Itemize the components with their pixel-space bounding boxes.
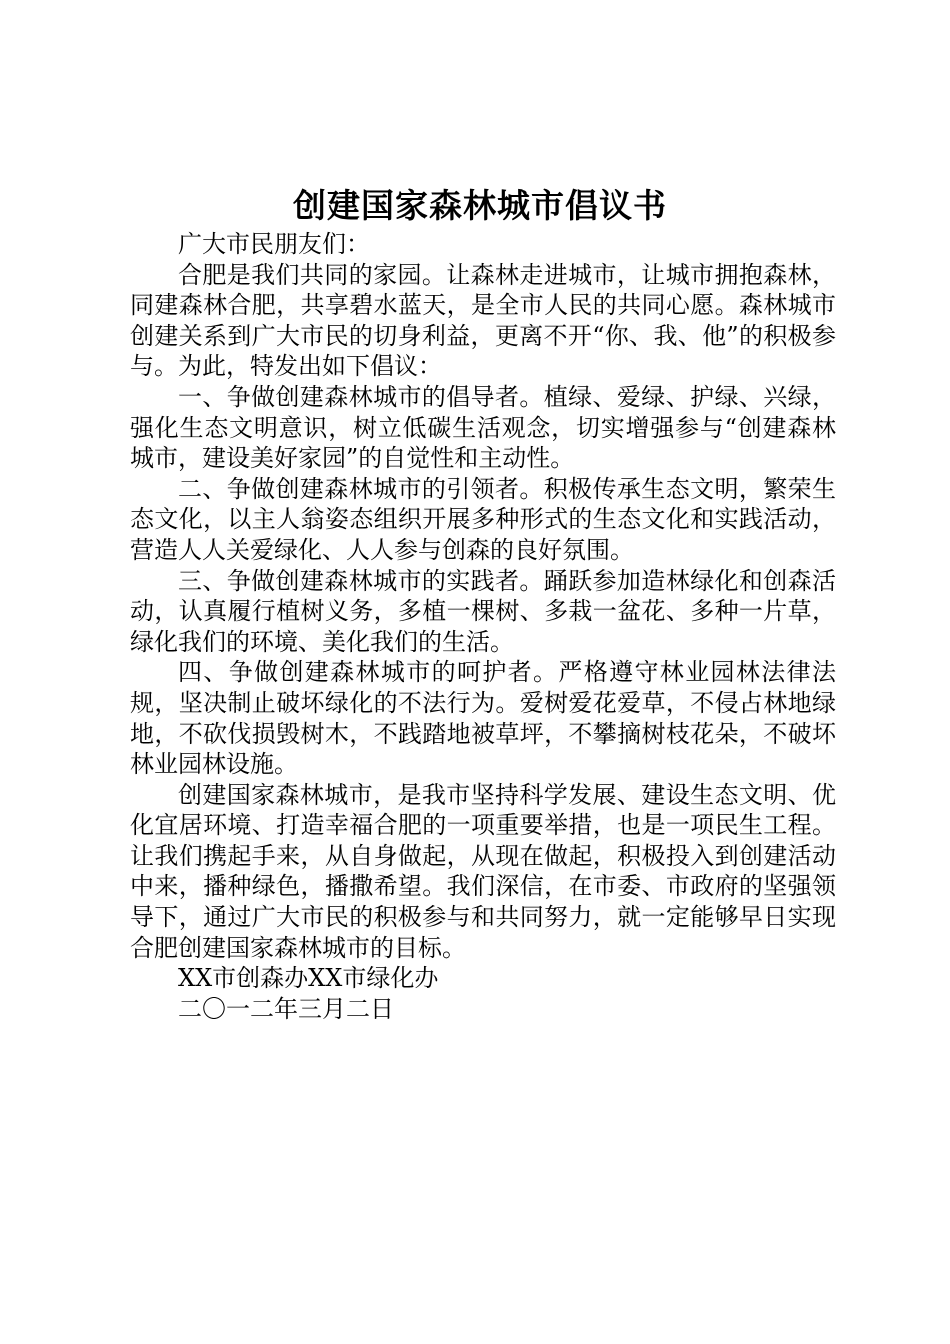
paragraph-proposal-4: 四、争做创建森林城市的呵护者。严格遵守林业园林法律法规，坚决制止破坏绿化的不法行为。爱树爱花爱草，不侵占林地绿地，不砍伐损毁树木，不践踏地被草坪，不攀摘树枝花朵，不破坏林业园林设施。 (130, 658, 836, 779)
document-title: 创建国家森林城市倡议书 (293, 186, 667, 225)
paragraph-proposal-3: 三、争做创建森林城市的实践者。踊跃参加造林绿化和创森活动，认真履行植树义务，多植一棵树、多栽一盆花、多种一片草，绿化我们的环境、美化我们的生活。 (130, 566, 836, 656)
paragraph-proposal-2: 二、争做创建森林城市的引领者。积极传承生态文明，繁荣生态文化，以主人翁姿态组织开展多种形式的生态文化和实践活动，营造人人关爱绿化、人人参与创森的良好氛围。 (130, 474, 836, 564)
paragraph-proposal-1: 一、争做创建森林城市的倡导者。植绿、爱绿、护绿、兴绿，强化生态文明意识，树立低碳生活观念，切实增强参与“创建森林城市，建设美好家园”的自觉性和主动性。 (130, 382, 836, 473)
date: 二〇一二年三月二日 (178, 994, 394, 1023)
signature: XX市创森办XX市绿化办 (178, 964, 439, 993)
salutation: 广大市民朋友们： (178, 230, 370, 258)
document-body (130, 229, 836, 1024)
paragraph-intro: 合肥是我们共同的家园。让森林走进城市，让城市拥抱森林，同建森林合肥，共享碧水蓝天，是全市人民的共同心愿。森林城市创建关系到广大市民的切身利益，更离不开“你、我、他”的积极参与。为此，特发出如下倡议： (130, 260, 836, 381)
paragraph-conclusion: 创建国家森林城市，是我市坚持科学发展、建设生态文明、优化宜居环境、打造幸福合肥的一项重要举措，也是一项民生工程。让我们携起手来，从自身做起，从现在做起，积极投入到创建活动中来，播种绿色，播撒希望。我们深信，在市委、市政府的坚强领导下，通过广大市民的积极参与和共同努力，就一定能够早日实现合肥创建国家森林城市的目标。 (130, 780, 836, 962)
